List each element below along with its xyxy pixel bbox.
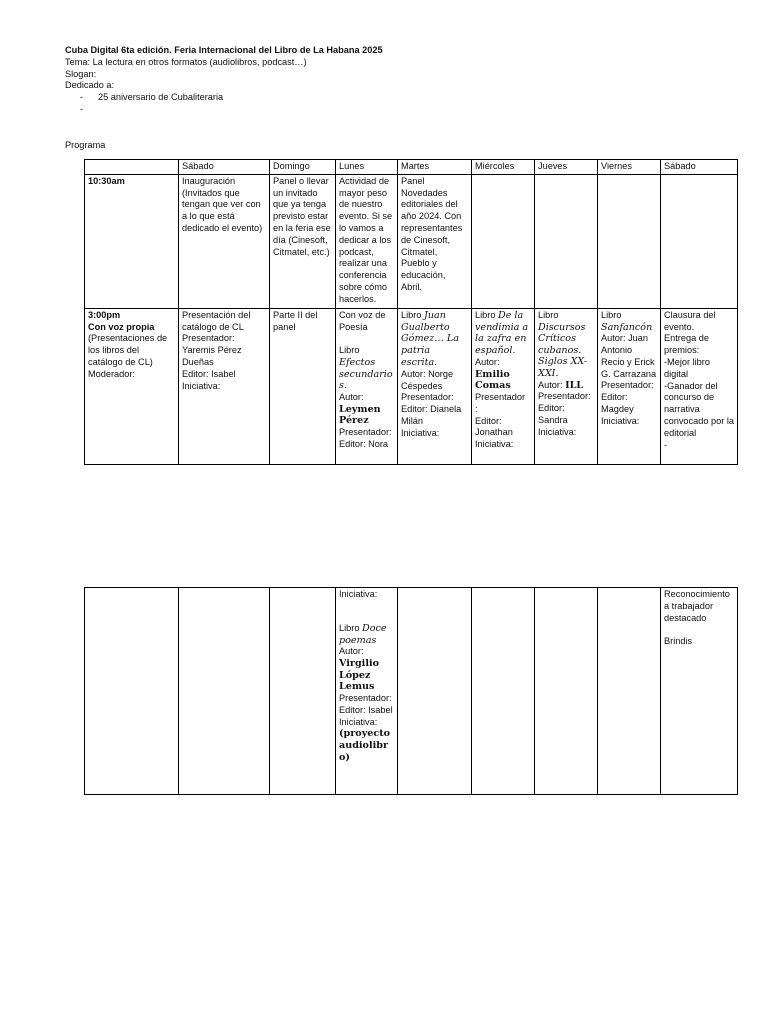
slogan-line: Slogan: <box>65 68 97 79</box>
book-title: Discursos Críticos cubanos. Siglos XX-XXI. <box>538 321 588 379</box>
program-table-continued <box>84 587 738 795</box>
cell-sabado-2: Clausura del evento. Entrega de premios: -Mejor libro digital -Ganador del concurso de narrativa convocado por la editorial - <box>661 308 738 464</box>
tema-line: Tema: La lectura en otros formatos (audiolibros, podcast…) <box>65 56 307 67</box>
time-cell: 3:00pm Con voz propia (Presentaciones de los libros del catálogo de CL) Moderador: <box>85 308 179 464</box>
cell-domingo: Parte II del panel <box>270 308 336 464</box>
book-title: Sanfancón <box>601 321 653 333</box>
author-name: Leymen Pérez <box>339 403 381 427</box>
book-title: Juan Gualberto Gómez… La patria escrita. <box>401 309 460 368</box>
author-name: Virgilio López Lemus <box>339 658 380 693</box>
list-item: - <box>80 103 84 114</box>
day-header: Sábado <box>179 160 270 175</box>
book-title: De la vendimia a la zafra en español. <box>475 309 529 357</box>
table-row <box>85 174 738 308</box>
day-header: Viernes <box>598 160 661 175</box>
cell-jueves: Libro Discursos Críticos cubanos. Siglos XX-XXI. Autor: ILL Presentador: Editor: Sandra Iniciativa: <box>535 308 598 464</box>
cell-martes: Libro Juan Gualberto Gómez… La patria escrita. Autor: Norge Céspedes Presentador: Editor: Dianela Milán Iniciativa: <box>398 308 472 464</box>
time-cell <box>85 588 179 795</box>
time-cell: 10:30am <box>85 174 179 308</box>
days-header-row <box>85 160 738 175</box>
programa-label: Programa <box>65 140 106 150</box>
cell-jueves <box>535 174 598 308</box>
day-header <box>85 160 179 175</box>
table-row <box>85 588 738 795</box>
day-header: Domingo <box>270 160 336 175</box>
table-row <box>85 308 738 464</box>
document-header <box>65 45 705 116</box>
cell-lunes: Iniciativa: Libro Doce poemas Autor: Virgilio López Lemus Presentador: Editor: Isabel Iniciativa: (proyecto audiolibro) <box>336 588 398 795</box>
program-table <box>84 159 738 465</box>
cell-jueves <box>535 588 598 795</box>
day-header: Miércoles <box>472 160 535 175</box>
cell-viernes <box>598 174 661 308</box>
cell-sabado-2: Reconocimiento a trabajador destacado Brindis <box>661 588 738 795</box>
cell-sabado-2 <box>661 174 738 308</box>
day-header: Sábado <box>661 160 738 175</box>
dedicado-line: Dedicado a: <box>65 80 115 91</box>
cell-viernes <box>598 588 661 795</box>
cell-domingo <box>270 588 336 795</box>
day-header: Jueves <box>535 160 598 175</box>
cell-martes: Panel Novedades editoriales del año 2024. Con representantes de Cinesoft, Citmatel, Pueblo y educación, Abril. <box>398 174 472 308</box>
document-title: Cuba Digital 6ta edición. Feria Internacional del Libro de La Habana 2025 <box>65 45 383 55</box>
author-name: ILL <box>565 379 584 391</box>
book-title: Doce poemas <box>339 622 387 646</box>
cell-sabado: Inauguración (Invitados que tengan que ver con a lo que está dedicado el evento) <box>179 174 270 308</box>
cell-miercoles: Libro De la vendimia a la zafra en español. Autor: Emilio Comas Presentador : Editor: Jonathan Iniciativa: <box>472 308 535 464</box>
cell-miercoles <box>472 588 535 795</box>
cell-martes <box>398 588 472 795</box>
day-header: Martes <box>398 160 472 175</box>
list-item: - 25 aniversario de Cubaliteraria <box>80 92 224 103</box>
book-title: Efectos secundarios. <box>339 357 393 392</box>
cell-lunes: Actividad de mayor peso de nuestro evento. Si se lo vamos a dedicar a los podcast, realizar una conferencia sobre cómo hacerlos. <box>336 174 398 308</box>
author-name: Emilio Comas <box>475 368 511 392</box>
cell-viernes: Libro Sanfancón Autor: Juan Antonio Recio y Erick G. Carrazana Presentador: Editor: Magdey Iniciativa: <box>598 308 661 464</box>
cell-miercoles <box>472 174 535 308</box>
project-note: (proyecto audiolibro) <box>339 728 391 763</box>
day-header: Lunes <box>336 160 398 175</box>
cell-domingo: Panel o llevar un invitado que ya tenga previsto estar en la feria ese día (Cinesoft, Citmatel, etc.) <box>270 174 336 308</box>
cell-lunes: Con voz de Poesía Libro Efectos secundarios. Autor: Leymen Pérez Presentador: Editor: Nora <box>336 308 398 464</box>
cell-sabado: Presentación del catálogo de CL Presentador: Yaremis Pérez Dueñas Editor: Isabel Iniciativa: <box>179 308 270 464</box>
cell-sabado <box>179 588 270 795</box>
